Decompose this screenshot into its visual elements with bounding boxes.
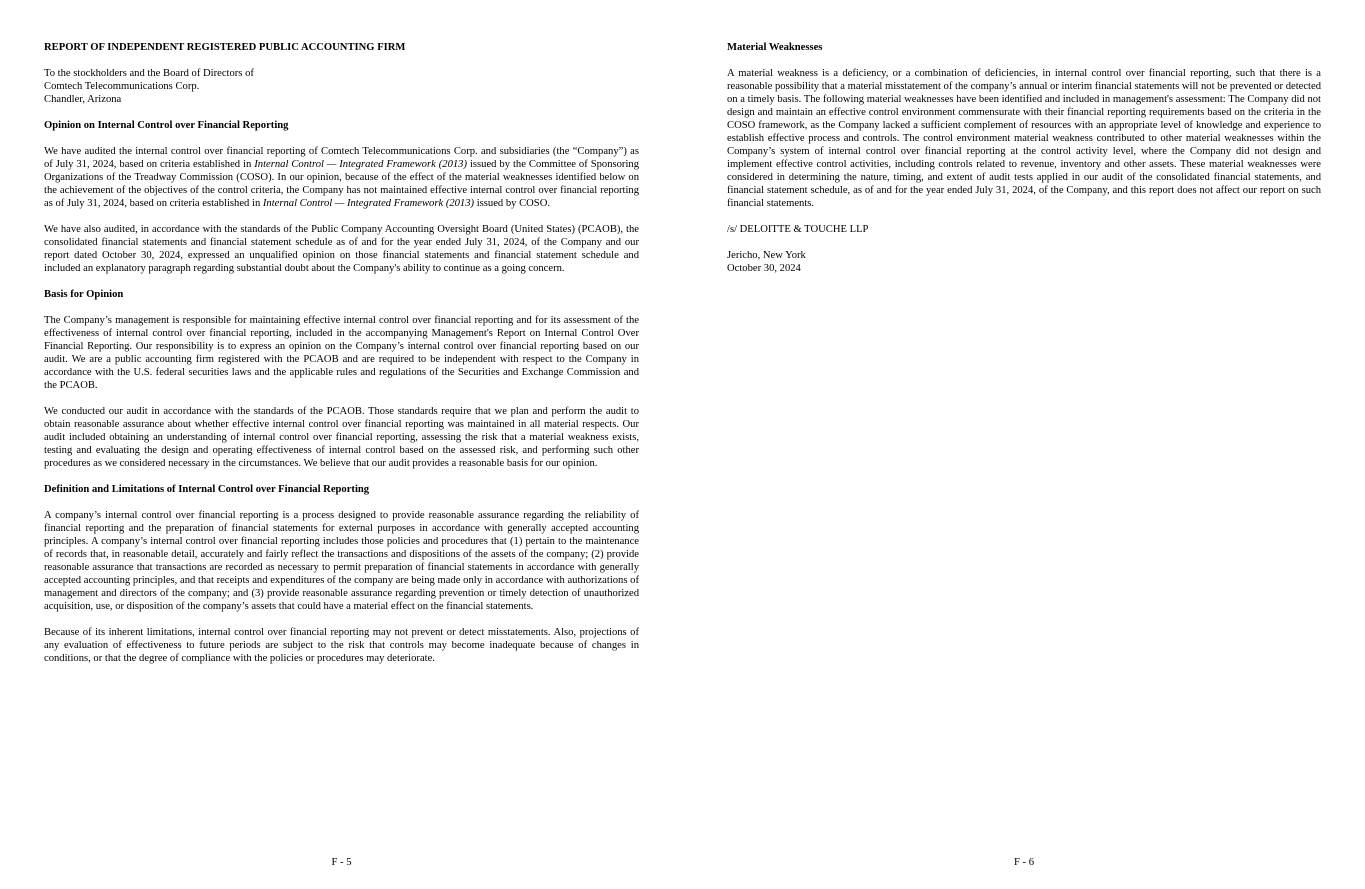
framework-title: Internal Control — Integrated Framework (2013) (254, 159, 468, 170)
material-weaknesses-paragraph: A material weakness is a deficiency, or a combination of deficiencies, in internal control over financial reporting, such that there is a reasonable possibility that a material misstatement of the company’s annual or interim financial statements will not be prevented or detected on a timely basis. The following material weaknesses have been identified and included in management's assessment: The Company did not design and maintain an effective control environment commensurate with their financial reporting requirements based on the criteria in the COSO framework, as the Company lacked a sufficient complement of resources with an appropriate level of knowledge and experience to establish effective process and controls. The control environment material weakness contributed to other material weaknesses within the Company’s system of internal control over financial reporting at the control activity level, where the Company did not design and implement effective control activities, including controls related to revenue, inventory and other assets. These material weaknesses were considered in determining the nature, timing, and extent of audit tests applied in our audit of the consolidated financial statements, and financial statement schedule, as of and for the year ended July 31, 2024, of the Company, and this report does not affect our report on such financial statements. (727, 68, 1321, 209)
page-number-right: F - 6 (1013, 857, 1034, 868)
page-number-left: F - 5 (331, 857, 352, 868)
page-right-content (727, 41, 1321, 275)
opinion-text-a: We have audited the internal control over financial reporting of Comtech Telecommunications Corp. and subsidiaries (the “Company”) as of July 31, 2024, based on criteria established in (44, 146, 639, 170)
report-title: REPORT OF INDEPENDENT REGISTERED PUBLIC ACCOUNTING FIRM (44, 42, 406, 53)
page-left (44, 0, 639, 889)
signature-location-block (727, 249, 1321, 275)
definition-paragraph-1: A company’s internal control over financial reporting is a process designed to provide reasonable assurance regarding the reliability of financial reporting and the preparation of financial statements for external purposes in accordance with generally accepted accounting principles. A company’s internal control over financial reporting includes those policies and procedures that (1) pertain to the maintenance of records that, in reasonable detail, accurately and fairly reflect the transactions and dispositions of the assets of the company; (2) provide reasonable assurance that transactions are recorded as necessary to permit preparation of financial statements in accordance with generally accepted accounting principles, and that receipts and expenditures of the company are being made only in accordance with authorizations of management and directors of the company; and (3) provide reasonable assurance regarding prevention or timely detection of unauthorized acquisition, use, or disposition of the company’s assets that could have a material effect on the financial statements. (44, 510, 639, 612)
addressee-line: To the stockholders and the Board of Directors of (44, 68, 254, 79)
opinion-paragraph-2: We have also audited, in accordance with the standards of the Public Company Accounting Oversight Board (United States) (PCAOB), the consolidated financial statements and financial statement schedule as of and for the year ended July 31, 2024, of the Company and our report dated October 30, 2024, expressed an unqualified opinion on those financial statements and financial statement schedule and included an explanatory paragraph regarding substantial doubt about the Company's ability to continue as a going concern. (44, 224, 639, 274)
page-right (727, 0, 1321, 889)
definition-heading: Definition and Limitations of Internal Control over Financial Reporting (44, 484, 370, 495)
signature-date: October 30, 2024 (727, 263, 801, 274)
basis-paragraph-1: The Company’s management is responsible for maintaining effective internal control over financial reporting and for its assessment of the effectiveness of internal control over financial reporting, included in the accompanying Management's Report on Internal Control Over Financial Reporting. Our responsibility is to express an opinion on the Company’s internal control over financial reporting based on our audit. We are a public accounting firm registered with the PCAOB and are required to be independent with respect to the Company in accordance with the U.S. federal securities laws and the applicable rules and regulations of the Securities and Exchange Commission and the PCAOB. (44, 315, 639, 391)
definition-paragraph-2: Because of its inherent limitations, internal control over financial reporting may not prevent or detect misstatements. Also, projections of any evaluation of effectiveness to future periods are subject to the risk that controls may become inadequate because of changes in conditions, or that the degree of compliance with the policies or procedures may deteriorate. (44, 627, 639, 664)
opinion-paragraph-1 (44, 145, 639, 210)
framework-title-2: Internal Control — Integrated Framework (2013) (262, 198, 475, 209)
opinion-heading: Opinion on Internal Control over Financial Reporting (44, 120, 289, 131)
opinion-text-b: issued by the Committee of Sponsoring Organizations of the Treadway Commission (COSO). In our opinion, because of the effect of the material weaknesses identified below on the achievement of the objectives of the control criteria, the Company has not maintained effective internal control over financial reporting as of July 31, 2024, based on criteria established in (44, 159, 639, 209)
addressee-company: Comtech Telecommunications Corp. (44, 81, 200, 92)
auditor-signature: /s/ DELOITTE & TOUCHE LLP (727, 224, 869, 235)
opinion-text-c: issued by COSO. (474, 198, 550, 209)
material-weaknesses-heading: Material Weaknesses (727, 42, 823, 53)
addressee-city: Chandler, Arizona (44, 94, 122, 105)
signature-location: Jericho, New York (727, 250, 806, 261)
basis-heading: Basis for Opinion (44, 289, 124, 300)
addressee-block (44, 67, 639, 106)
basis-paragraph-2: We conducted our audit in accordance with the standards of the PCAOB. Those standards require that we plan and perform the audit to obtain reasonable assurance about whether effective internal control over financial reporting was maintained in all material respects. Our audit included obtaining an understanding of internal control over financial reporting, assessing the risk that a material weakness exists, testing and evaluating the design and operating effectiveness of internal control based on the assessed risk, and performing such other procedures as we considered necessary in the circumstances. We believe that our audit provides a reasonable basis for our opinion. (44, 406, 639, 469)
page-left-content (44, 41, 639, 665)
